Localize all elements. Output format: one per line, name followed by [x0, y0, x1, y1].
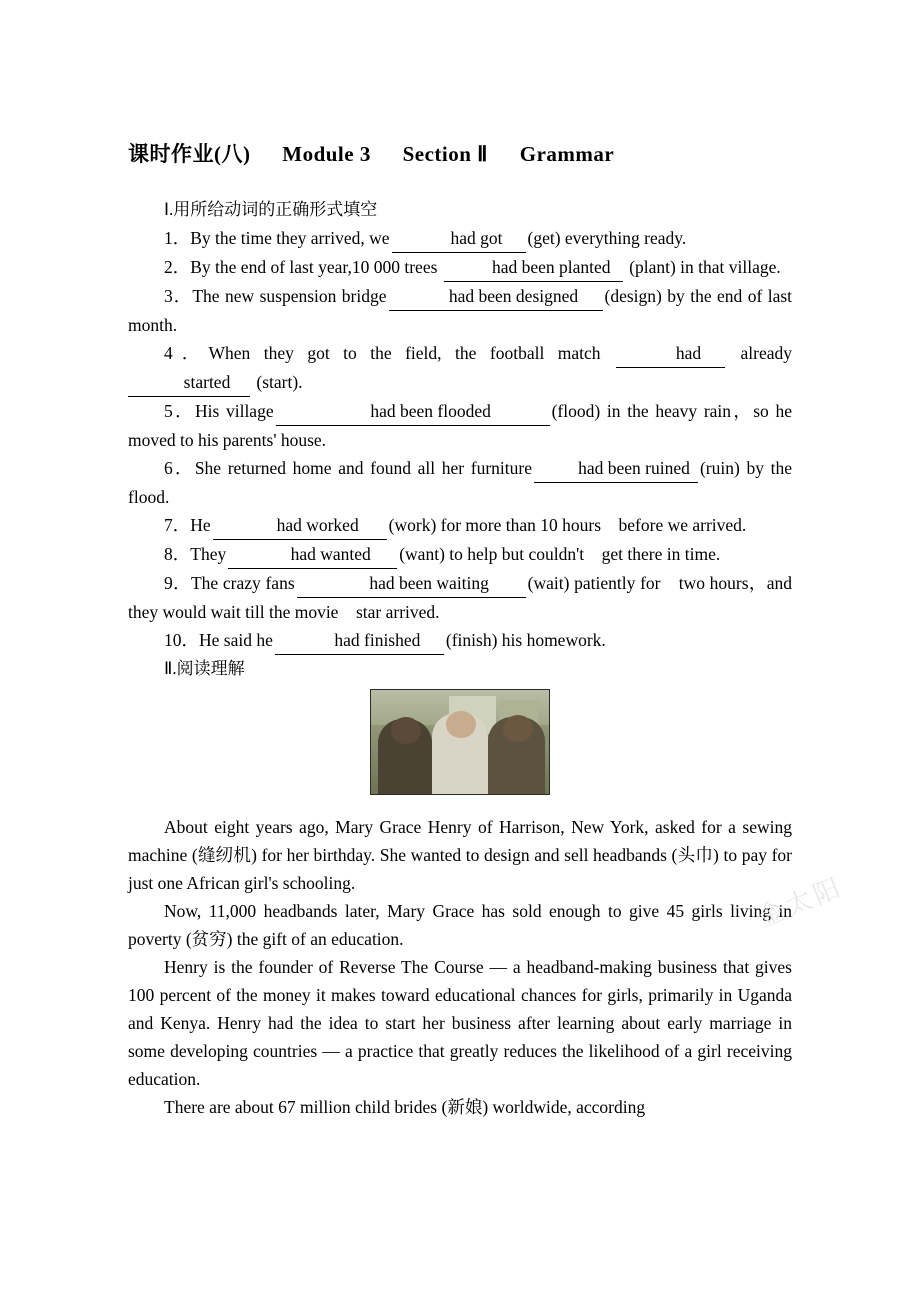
photo-head-right: [503, 715, 533, 742]
item-1-after: (get) everything ready.: [527, 228, 687, 248]
item-6-after: (ruin) by the flood.: [128, 458, 792, 507]
item-9-number: 9．: [164, 573, 191, 593]
section-1-heading: Ⅰ.用所给动词的正确形式填空: [164, 200, 378, 219]
item-7-answer[interactable]: had worked: [213, 511, 387, 540]
item-8-number: 8．: [164, 544, 191, 564]
item-4-mid: already: [740, 343, 793, 363]
exercise-item-2: [128, 253, 792, 282]
section-2-heading: Ⅱ.阅读理解: [164, 659, 245, 678]
item-4-before: When they got to the field, the football match: [208, 343, 601, 363]
item-10-before: He said he: [199, 630, 273, 650]
reading-paragraph-3: Henry is the founder of Reverse The Course — a headband-making business that gives 100 percent of the money it makes toward educational chances for girls, primarily in Uganda and Kenya. Henry had the idea to start her business after learning about early marriage in some developing countries — a practice that greatly reduces the likelihood of a girl receiving education.: [128, 957, 792, 1089]
photo-head-center: [446, 711, 476, 738]
item-4-answer[interactable]: had: [616, 339, 725, 368]
item-4-after: (start).: [256, 372, 303, 392]
page-title: [128, 138, 808, 168]
item-4-number: 4．: [164, 343, 209, 363]
watermark: 金太阳: [753, 872, 848, 933]
item-1-number: 1．: [164, 228, 191, 248]
item-6-before: She returned home and found all her furniture: [194, 458, 532, 478]
item-5-answer[interactable]: had been flooded: [276, 397, 550, 426]
item-1-before: By the time they arrived, we: [190, 228, 390, 248]
item-5-number: 5．: [164, 401, 195, 421]
title-topic: Grammar: [519, 142, 615, 166]
title-section: Section Ⅱ: [402, 142, 489, 166]
item-3-before: The new suspension bridge: [192, 286, 387, 306]
exercise-item-5: [128, 397, 792, 454]
item-6-answer[interactable]: had been ruined: [534, 454, 698, 483]
exercise-item-1: [128, 224, 792, 253]
exercise-item-3: [128, 282, 792, 339]
item-9-before: The crazy fans: [190, 573, 295, 593]
exercise-item-8: [128, 540, 792, 569]
item-1-answer[interactable]: had got: [392, 224, 526, 253]
item-7-before: He: [190, 515, 211, 535]
item-2-answer[interactable]: had been planted: [444, 253, 623, 282]
item-10-answer[interactable]: had finished: [275, 626, 444, 655]
exercise-item-4: [128, 339, 792, 397]
item-8-before: They: [190, 544, 227, 564]
worksheet-content: [128, 196, 792, 1121]
title-assignment: 课时作业(八): [128, 142, 251, 166]
three-people-photo: [370, 689, 550, 795]
item-8-after: (want) to help but couldn't get there in time.: [399, 544, 721, 564]
reading-paragraph-1: About eight years ago, Mary Grace Henry of Harrison, New York, asked for a sewing machine (缝纫机) for her birthday. She wanted to design and sell headbands (头巾) to pay for just one African girl's schooling.: [128, 817, 792, 893]
exercise-item-6: [128, 454, 792, 511]
reading-paragraph-4: There are about 67 million child brides (新娘) worldwide, according: [164, 1097, 646, 1117]
photo-head-left: [391, 717, 421, 744]
item-8-answer[interactable]: had wanted: [228, 540, 397, 569]
item-3-answer[interactable]: had been designed: [389, 282, 603, 311]
exercise-item-7: [128, 511, 792, 540]
item-10-number: 10．: [164, 630, 199, 650]
exercise-item-9: [128, 569, 792, 626]
item-2-before: By the end of last year,10 000 trees: [190, 257, 438, 277]
item-5-after: (flood) in the heavy rain，so he moved to his parents' house.: [128, 401, 793, 450]
item-7-after: (work) for more than 10 hours before we arrived.: [388, 515, 747, 535]
reading-paragraph-2: Now, 11,000 headbands later, Mary Grace has sold enough to give 45 girls living in poverty (贫穷) the gift of an education.: [128, 901, 792, 949]
item-2-after: (plant) in that village.: [629, 257, 781, 277]
item-2-number: 2．: [164, 257, 191, 277]
item-5-before: His village: [194, 401, 274, 421]
item-3-after: (design) by the end of last month.: [128, 286, 793, 335]
item-7-number: 7．: [164, 515, 191, 535]
item-10-after: (finish) his homework.: [445, 630, 606, 650]
item-3-number: 3．: [164, 286, 193, 306]
exercise-item-10: [128, 626, 792, 655]
item-6-number: 6．: [164, 458, 195, 478]
title-module: Module 3: [282, 142, 371, 166]
item-4-answer-2[interactable]: started: [128, 368, 250, 397]
item-9-answer[interactable]: had been waiting: [297, 569, 526, 598]
reading-photo-wrapper: [128, 689, 792, 803]
item-9-after: (wait) patiently for two hours，and they would wait till the movie star arrived.: [128, 573, 793, 622]
